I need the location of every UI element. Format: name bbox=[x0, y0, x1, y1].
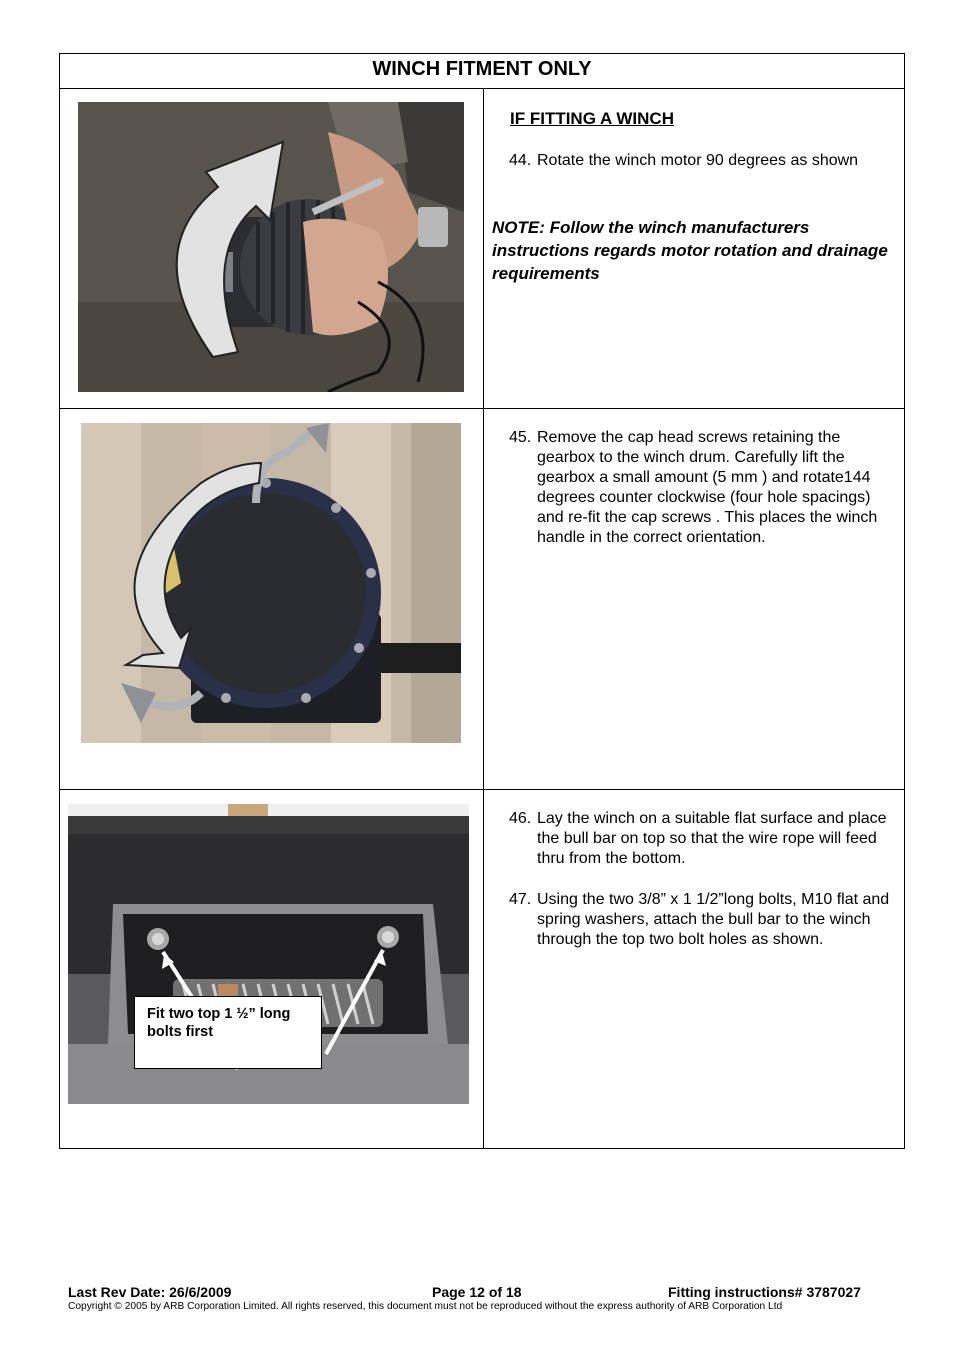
photo-winch-motor-rotation bbox=[78, 102, 464, 392]
row-divider bbox=[60, 408, 904, 409]
step-text: Rotate the winch motor 90 degrees as shown bbox=[537, 152, 859, 169]
page-number: Page 12 of 18 bbox=[432, 1284, 522, 1300]
copyright-notice: Copyright © 2005 by ARB Corporation Limited. All rights reserved, this document must not be reproduced without the express authority of ARB Corporation Ltd bbox=[68, 1301, 783, 1312]
step-45 bbox=[509, 428, 899, 548]
photo-gearbox-rotation bbox=[81, 423, 461, 743]
step-46 bbox=[509, 809, 899, 869]
rev-date: Last Rev Date: 26/6/2009 bbox=[68, 1284, 232, 1300]
step-text: Remove the cap head screws retaining the gearbox to the winch drum. Carefully lift the gearbox a small amount (5 mm ) and rotate144 degrees counter clockwise (four hole spacings) and re-fit the cap screws . This places the winch handle in the correct orientation. bbox=[537, 429, 878, 546]
step-47 bbox=[509, 890, 899, 950]
step-number: 44. bbox=[509, 152, 532, 169]
manufacturer-note: NOTE: Follow the winch manufacturers instructions regards motor rotation and drainage requirements bbox=[492, 218, 888, 283]
step-44 bbox=[509, 151, 899, 171]
section-heading: IF FITTING A WINCH bbox=[510, 109, 674, 128]
row-divider bbox=[60, 789, 904, 790]
step-text: Lay the winch on a suitable flat surface and place the bull bar on top so that the wire rope will feed thru from the bottom. bbox=[537, 810, 887, 867]
bolt-callout: Fit two top 1 ½” long bolts first bbox=[134, 996, 322, 1069]
step-number: 46. bbox=[509, 810, 532, 827]
page-title: WINCH FITMENT ONLY bbox=[60, 54, 904, 89]
step-text: Using the two 3/8” x 1 1/2”long bolts, M10 flat and spring washers, attach the bull bar to the winch through the top two bolt holes as shown. bbox=[537, 891, 890, 948]
step-number: 45. bbox=[509, 429, 532, 446]
column-divider bbox=[483, 89, 484, 1148]
step-number: 47. bbox=[509, 891, 532, 908]
document-number: Fitting instructions# 3787027 bbox=[668, 1284, 861, 1300]
